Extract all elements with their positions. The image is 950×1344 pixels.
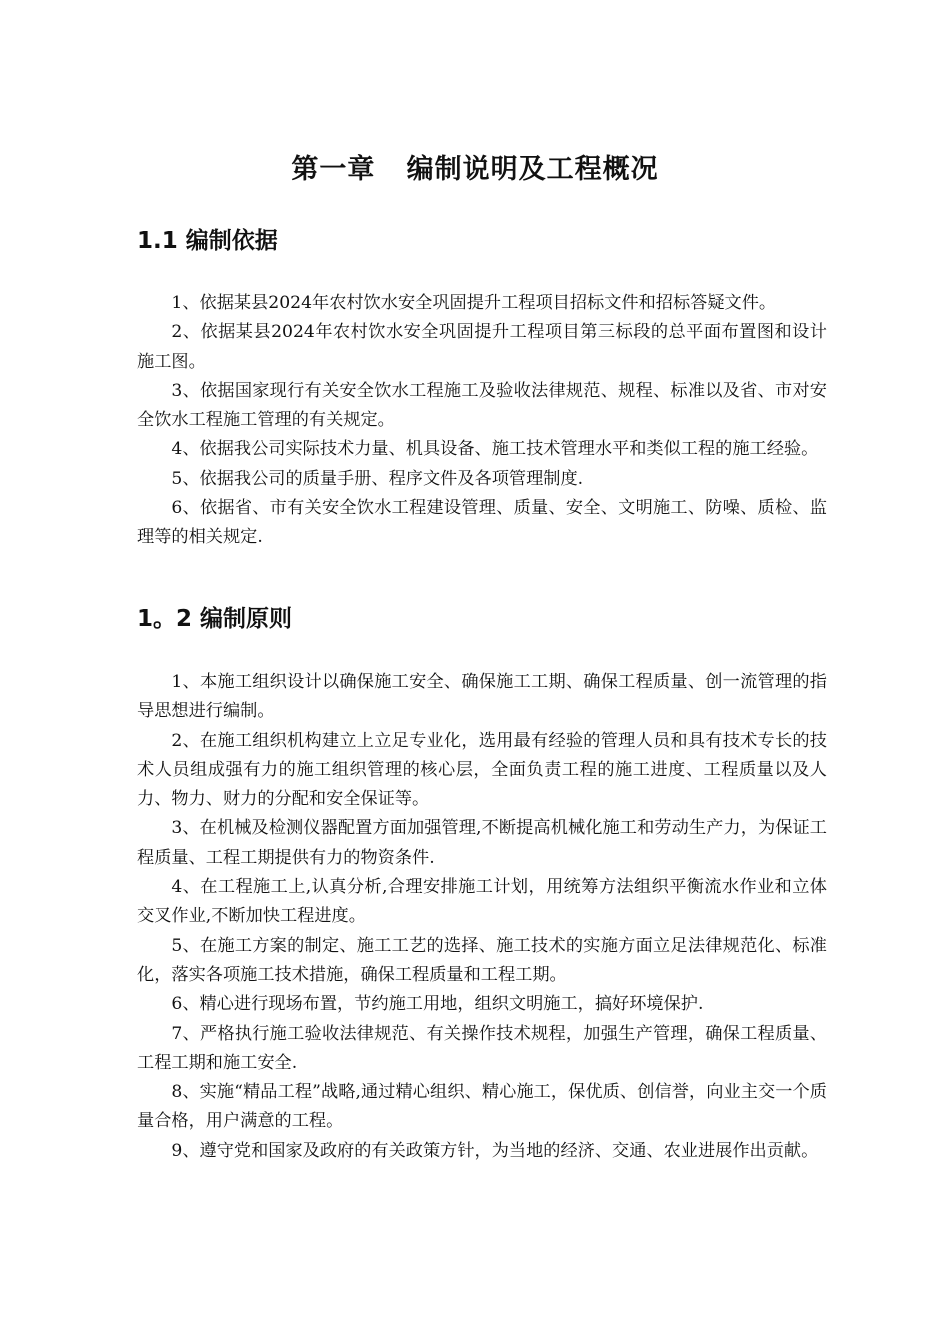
paragraph: 9、遵守党和国家及政府的有关政策方针，为当地的经济、交通、农业进展作出贡献。 — [171, 1140, 819, 1161]
paragraph: 6、依据省、市有关安全饮水工程建设管理、质量、安全、文明施工、防噪、质检、监理等的相关规定. — [137, 498, 827, 548]
paragraph: 6、精心进行现场布置，节约施工用地，组织文明施工，搞好环境保护. — [171, 994, 704, 1015]
paragraph: 1、本施工组织设计以确保施工安全、确保施工工期、确保工程质量、创一流管理的指导思想进行编制。 — [137, 672, 827, 722]
section-heading-principles: 1。2 编制原则 — [137, 606, 293, 632]
paragraph: 8、实施“精品工程”战略,通过精心组织、精心施工，保优质、创信誉，向业主交一个质量合格，用户满意的工程。 — [137, 1082, 827, 1132]
chapter-title: 第一章 编制说明及工程概况 — [291, 154, 659, 185]
paragraph: 4、在工程施工上,认真分析,合理安排施工计划，用统筹方法组织平衡流水作业和立体交叉作业,不断加快工程进度。 — [137, 877, 827, 927]
paragraph: 5、依据我公司的质量手册、程序文件及各项管理制度. — [171, 468, 584, 489]
paragraph: 3、在机械及检测仪器配置方面加强管理,不断提高机械化施工和劳动生产力，为保证工程质量、工程工期提供有力的物资条件. — [137, 818, 827, 868]
section-principles-body — [137, 668, 827, 1166]
paragraph: 4、依据我公司实际技术力量、机具设备、施工技术管理水平和类似工程的施工经验。 — [171, 439, 819, 460]
paragraph: 1、依据某县2024年农村饮水安全巩固提升工程项目招标文件和招标答疑文件。 — [171, 293, 777, 313]
paragraph: 3、依据国家现行有关安全饮水工程施工及验收法律规范、规程、标准以及省、市对安全饮水工程施工管理的有关规定。 — [137, 380, 827, 431]
paragraph: 7、严格执行施工验收法律规范、有关操作技术规程，加强生产管理，确保工程质量、工程工期和施工安全. — [137, 1023, 827, 1073]
section-basis-body — [137, 289, 827, 553]
paragraph: 5、在施工方案的制定、施工工艺的选择、施工技术的实施方面立足法律规范化、标准化，落实各项施工技术措施，确保工程质量和工程工期。 — [137, 935, 827, 985]
paragraph: 2、依据某县2024年农村饮水安全巩固提升工程项目第三标段的总平面布置图和设计施工图。 — [137, 322, 827, 372]
section-heading-basis: 1.1 编制依据 — [137, 228, 278, 254]
paragraph: 2、在施工组织机构建立上立足专业化，选用最有经验的管理人员和具有技术专长的技术人员组成强有力的施工组织管理的核心层，全面负责工程的施工进度、工程质量以及人力、物力、财力的分配和安全保证等。 — [137, 730, 827, 810]
